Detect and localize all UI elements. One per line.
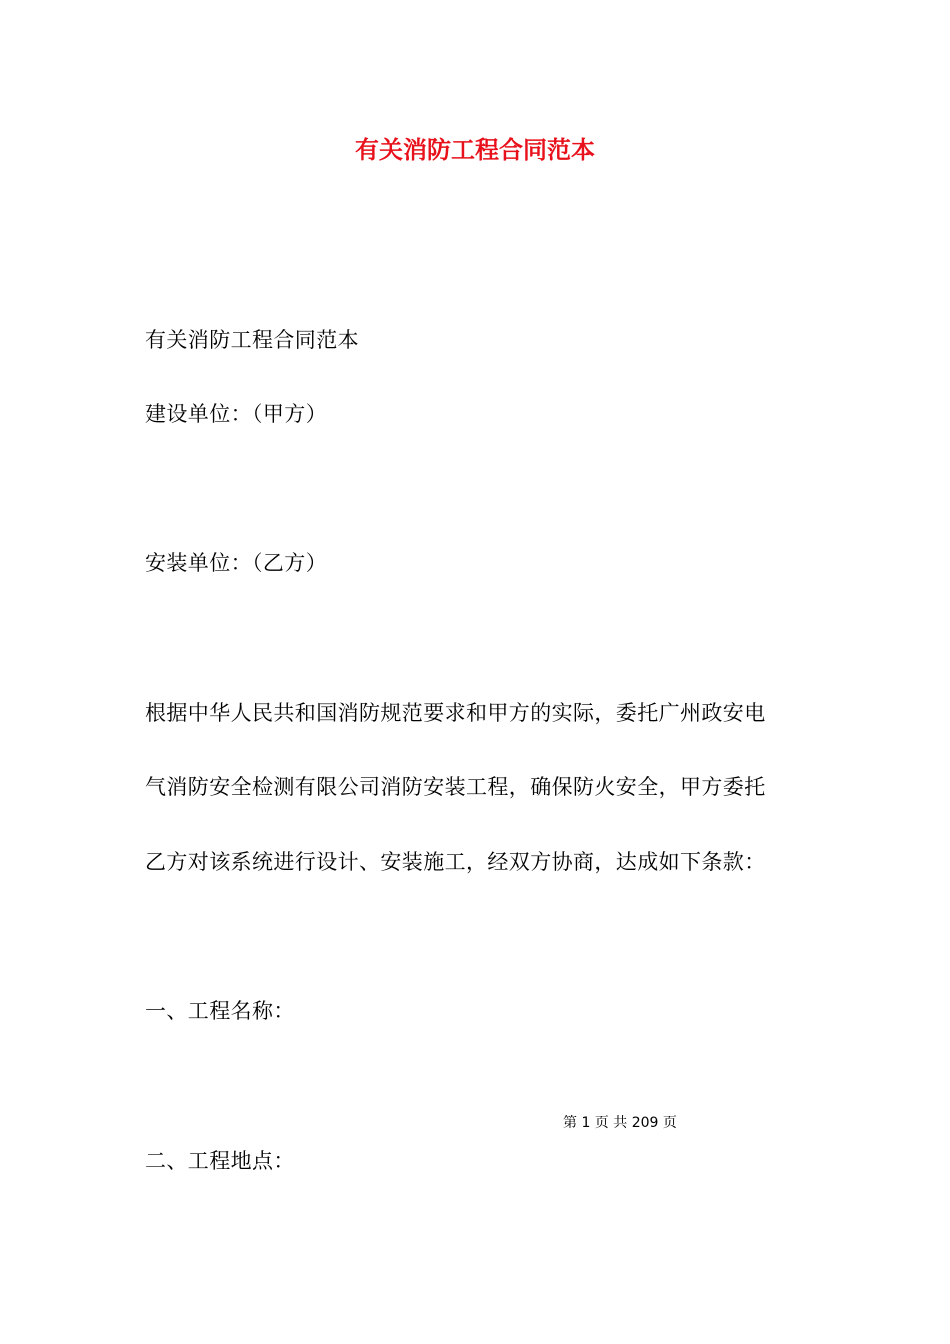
party-a-line: 建设单位：（甲方） (145, 402, 328, 426)
heading-line: 有关消防工程合同范本 (145, 328, 359, 352)
section-project-name: 一、工程名称： (145, 999, 295, 1023)
section-project-location: 二、工程地点： (145, 1149, 295, 1173)
body-paragraph-line: 气消防安全检测有限公司消防安装工程，确保防火安全，甲方委托 (145, 775, 766, 799)
party-b-line: 安装单位：（乙方） (145, 551, 328, 575)
body-paragraph-line: 乙方对该系统进行设计、安装施工，经双方协商，达成如下条款： (145, 850, 766, 874)
body-paragraph-line: 根据中华人民共和国消防规范要求和甲方的实际，委托广州政安电 (145, 701, 766, 725)
page-number-footer: 第 1 页 共 209 页 (563, 1115, 677, 1131)
document-title: 有关消防工程合同范本 (355, 136, 595, 164)
